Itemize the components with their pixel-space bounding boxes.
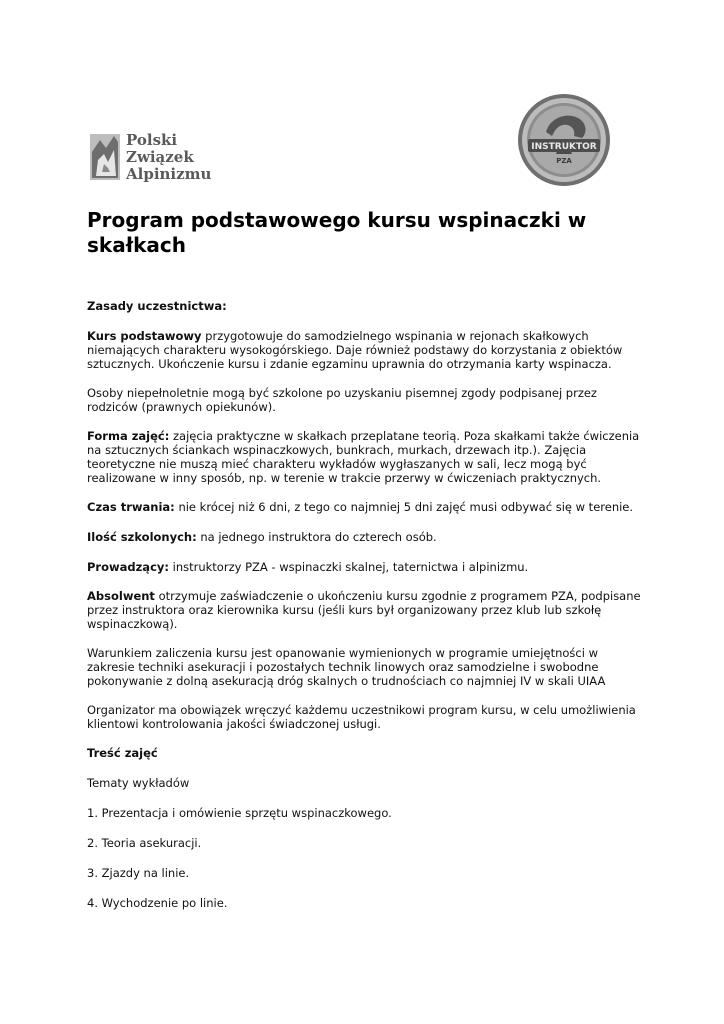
paragraph-organizator: Organizator ma obowiązek wręczyć każdemu uczestnikowi program kursu, w celu umożliwienia klientowi kontrolowania jakości świadczonej usługi. [87, 703, 636, 731]
zasady-heading: Zasady uczestnictwa: [87, 299, 227, 313]
logo-line-2: Związek [126, 148, 194, 166]
tresc-heading: Treść zajęć [87, 746, 158, 760]
text-kurs-podstawowy: przygotowuje do samodzielnego wspinania w rejonach skałkowych niemających charakteru wysokogórskiego. Daje również podstawy do korzystania z obiektów sztucznych. Ukończenie kursu i zdanie egzaminu uprawnia do otrzymania karty wspinacza. [87, 329, 623, 371]
paragraph-czas-trwania [87, 500, 647, 514]
tematy-wykladow: Tematy wykładów [87, 776, 190, 790]
pza-logo-mark-icon [88, 132, 122, 182]
paragraph-forma-zajec [87, 429, 647, 485]
paragraph-warunek-zaliczenia: Warunkiem zaliczenia kursu jest opanowanie wymienionych w programie umiejętności w zakresie techniki asekuracji i pozostałych technik linowych oraz samodzielne i swobodne pokonywanie z dolną asekuracją dróg skalnych o trudnościach co najmniej IV w skali UIAA [87, 646, 606, 688]
page-title: Program podstawowego kursu wspinaczki w skałkach [87, 208, 587, 257]
list-item: 2. Teoria asekuracji. [87, 836, 202, 850]
pza-logo [88, 128, 218, 186]
label-czas-trwania: Czas trwania: [87, 500, 175, 514]
document-body [87, 299, 647, 910]
pza-logo-text [126, 132, 211, 183]
paragraph-absolwent [87, 589, 647, 631]
paragraph-ilosc-szkolonych [87, 530, 647, 544]
instruktor-badge-icon [516, 92, 612, 188]
list-item: 1. Prezentacja i omówienie sprzętu wspinaczkowego. [87, 806, 392, 820]
paragraph-niepelnoletnie: Osoby niepełnoletnie mogą być szkolone po uzyskaniu pisemnej zgody podpisanej przez rodziców (prawnych opiekunów). [87, 386, 597, 414]
paragraph-prowadzacy [87, 560, 647, 574]
label-ilosc-szkolonych: Ilość szkolonych: [87, 530, 197, 544]
list-item: 3. Zjazdy na linie. [87, 866, 190, 880]
logo-line-1: Polski [126, 131, 178, 149]
text-absolwent: otrzymuje zaświadczenie o ukończeniu kursu zgodnie z programem PZA, podpisane przez instruktora oraz kierownika kursu (jeśli kurs był organizowany przez klub lub szkołę wspinaczkową). [87, 589, 641, 631]
badge-sub: PZA [556, 157, 572, 165]
label-prowadzacy: Prowadzący: [87, 560, 169, 574]
logo-line-3: Alpinizmu [126, 165, 212, 183]
text-forma-zajec: zajęcia praktyczne w skałkach przeplatane teorią. Poza skałkami także ćwiczenia na sztucznych ściankach wspinaczkowych, bunkrach, murkach, drzewach itp.). Zajęcia teoretyczne nie muszą mieć charakteru wykładów wygłaszanych w sali, lecz mogą być realizowane w inny sposób, np. w terenie w trakcie przerwy w ćwiczeniach praktycznych. [87, 429, 640, 485]
label-kurs-podstawowy: Kurs podstawowy [87, 329, 202, 343]
label-absolwent: Absolwent [87, 589, 155, 603]
text-prowadzacy: instruktorzy PZA - wspinaczki skalnej, taternictwa i alpinizmu. [168, 560, 529, 574]
list-item: 4. Wychodzenie po linie. [87, 896, 228, 910]
text-czas-trwania: nie krócej niż 6 dni, z tego co najmniej 5 dni zajęć musi odbywać się w terenie. [174, 500, 634, 514]
badge-text: INSTRUKTOR [531, 142, 597, 152]
paragraph-kurs-podstawowy [87, 329, 647, 371]
label-forma-zajec: Forma zajęć: [87, 429, 170, 443]
text-ilosc-szkolonych: na jednego instruktora do czterech osób. [196, 530, 437, 544]
